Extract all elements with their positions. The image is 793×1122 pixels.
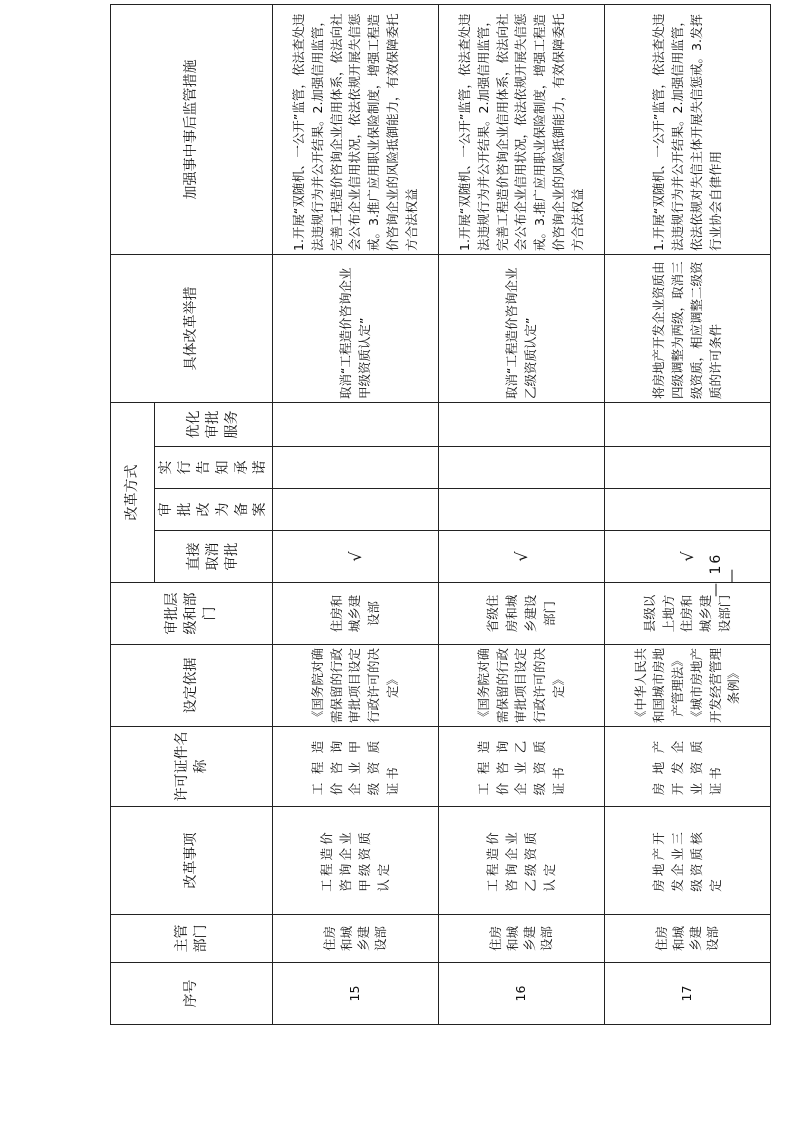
header-license: 许可证件名称 (111, 727, 273, 807)
row-reform-cancel: √ (273, 531, 439, 583)
row-reform-notify (273, 447, 439, 489)
header-supervision: 加强事中事后监管措施 (111, 5, 273, 255)
header-reform-optimize: 优化审批服务 (155, 403, 273, 447)
row-dept: 住房和城乡建设部 (439, 915, 605, 963)
header-reform: 改革方式 (111, 403, 155, 583)
table-row (439, 5, 605, 1025)
row-basis: 《国务院对确需保留的行政审批项目设定行政许可的决定》 (439, 645, 605, 727)
row-supervision: 1.开展“双随机、一公开”监管，依法查处违法违规行为并公开结果。2.加强信用监管，完善工程造价咨询企业信用体系，依法向社会公布企业信用状况，依法依规开展失信惩戒。3.推广应用职业保险制度，增强工程造价咨询企业的风险抵御能力，有效保障委托方合法权益 (439, 5, 605, 255)
row-supervision: 1.开展“双随机、一公开”监管，依法查处违法违规行为并公开结果。2.加强信用监管，依法依规对失信主体开展失信惩戒。3.发挥行业协会自律作用 (605, 5, 771, 255)
row-reform-optimize (439, 403, 605, 447)
row-level: 住房和城乡建设部 (273, 583, 439, 645)
reform-table (110, 4, 771, 1025)
header-dept: 主管部门 (111, 915, 273, 963)
page-number: — 16 — (708, 552, 740, 598)
header-item: 改革事项 (111, 807, 273, 915)
row-supervision: 1.开展“双随机、一公开”监管，依法查处违法违规行为并公开结果。2.加强信用监管，完善工程造价咨询企业信用体系，依法向社会公布企业信用状况，依法依规开展失信惩戒。3.推广应用职业保险制度，增强工程造价咨询企业的风险抵御能力，有效保障委托方合法权益 (273, 5, 439, 255)
row-reform-cancel: √ (605, 531, 771, 583)
row-seq: 16 (439, 963, 605, 1025)
row-reform-optimize (605, 403, 771, 447)
header-level: 审批层级和部门 (111, 583, 273, 645)
table-row (605, 5, 771, 1025)
header-basis: 设定依据 (111, 645, 273, 727)
rotated-table-page (110, 13, 742, 1025)
row-basis: 《中华人民共和国城市房地产管理法》《城市房地产开发经营管理条例》 (605, 645, 771, 727)
header-reform-cancel: 直接取消审批 (155, 531, 273, 583)
row-measures: 取消“工程造价咨询企业乙级资质认定” (439, 255, 605, 403)
row-reform-filing (273, 489, 439, 531)
row-reform-filing (439, 489, 605, 531)
row-reform-cancel: √ (439, 531, 605, 583)
row-reform-optimize (273, 403, 439, 447)
row-dept: 住房和城乡建设部 (605, 915, 771, 963)
row-reform-filing (605, 489, 771, 531)
header-reform-filing: 审批改为备案 (155, 489, 273, 531)
row-license: 工程造价咨询企业甲级资质证书 (273, 727, 439, 807)
row-license: 工程造价咨询企业乙级资质证书 (439, 727, 605, 807)
row-dept: 住房和城乡建设部 (273, 915, 439, 963)
row-item: 工程造价咨询企业乙级资质认定 (439, 807, 605, 915)
row-measures: 取消“工程造价咨询企业甲级资质认定” (273, 255, 439, 403)
header-row (111, 5, 155, 1025)
header-reform-notify: 实行告知承诺 (155, 447, 273, 489)
row-level: 省级住房和城乡建设部门 (439, 583, 605, 645)
table-row (273, 5, 439, 1025)
row-item: 房地产开发企业三级资质核定 (605, 807, 771, 915)
row-license: 房地产开发企业资质证书 (605, 727, 771, 807)
header-measures: 具体改革举措 (111, 255, 273, 403)
row-seq: 17 (605, 963, 771, 1025)
row-reform-notify (439, 447, 605, 489)
header-seq: 序号 (111, 963, 273, 1025)
row-level: 县级以上地方住房和城乡建设部门 (605, 583, 771, 645)
row-measures: 将房地产开发企业资质由四级调整为两级，取消三级资质，相应调整二级资质的许可条件 (605, 255, 771, 403)
row-reform-notify (605, 447, 771, 489)
row-item: 工程造价咨询企业甲级资质认定 (273, 807, 439, 915)
row-basis: 《国务院对确需保留的行政审批项目设定行政许可的决定》 (273, 645, 439, 727)
row-seq: 15 (273, 963, 439, 1025)
